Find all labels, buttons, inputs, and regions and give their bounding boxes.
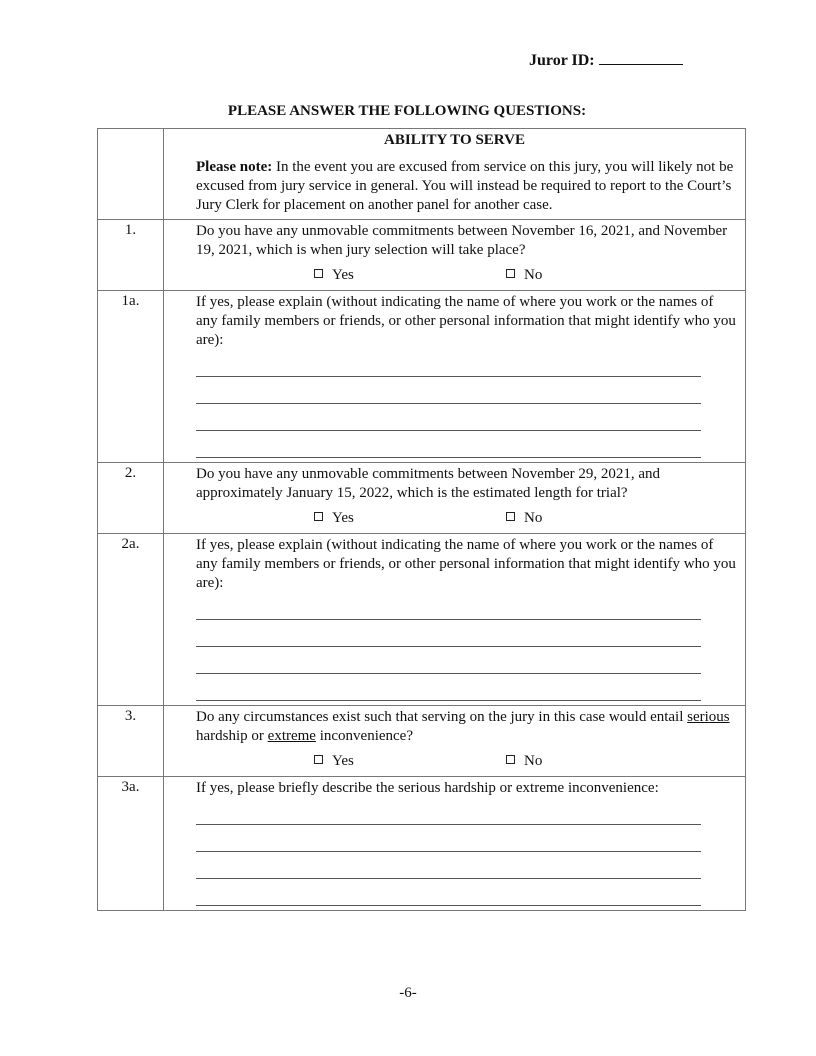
question-number: 3. <box>98 706 164 777</box>
question-row-1a <box>98 291 746 463</box>
checkbox-icon <box>506 755 515 764</box>
answer-line[interactable] <box>196 879 701 906</box>
checkbox-icon <box>314 269 323 278</box>
answer-lines <box>196 804 737 906</box>
answer-lines <box>196 356 737 458</box>
answer-line[interactable] <box>196 356 701 377</box>
question-row-3 <box>98 706 746 777</box>
no-checkbox[interactable]: No <box>506 509 542 528</box>
answer-line[interactable] <box>196 852 701 879</box>
checkbox-icon <box>506 269 515 278</box>
checkbox-icon <box>314 512 323 521</box>
juror-id-blank[interactable] <box>599 50 683 65</box>
question-number: 1. <box>98 220 164 291</box>
checkbox-icon <box>314 755 323 764</box>
section-title: ABILITY TO SERVE <box>384 132 525 148</box>
answer-line[interactable] <box>196 804 701 825</box>
questionnaire-table <box>97 128 746 911</box>
answer-line[interactable] <box>196 377 701 404</box>
question-text: Do you have any unmovable commitments between November 16, 2021, and November 19, 2021, which is when jury selection will take place? <box>196 223 728 258</box>
section-header-row <box>98 129 746 220</box>
answer-line[interactable] <box>196 599 701 620</box>
question-row-1 <box>98 220 746 291</box>
no-checkbox[interactable]: No <box>506 752 542 771</box>
question-text: Do you have any unmovable commitments between November 29, 2021, and approximately January 15, 2022, which is the estimated length for trial? <box>196 466 661 501</box>
question-row-3a <box>98 777 746 911</box>
answer-line[interactable] <box>196 674 701 701</box>
yes-checkbox[interactable]: Yes <box>314 509 354 528</box>
juror-id-field <box>529 50 683 70</box>
question-row-2 <box>98 463 746 534</box>
question-text: If yes, please explain (without indicating the name of where you work or the names of any family members or friends, or other personal information that might identify who you are): <box>196 537 736 591</box>
yes-checkbox[interactable]: Yes <box>314 266 354 285</box>
question-row-2a <box>98 534 746 706</box>
question-number: 2. <box>98 463 164 534</box>
answer-line[interactable] <box>196 825 701 852</box>
section-note <box>196 158 737 215</box>
question-number: 1a. <box>98 291 164 463</box>
answer-lines <box>196 599 737 701</box>
checkbox-icon <box>506 512 515 521</box>
question-number: 2a. <box>98 534 164 706</box>
answer-line[interactable] <box>196 431 701 458</box>
answer-line[interactable] <box>196 620 701 647</box>
yes-checkbox[interactable]: Yes <box>314 752 354 771</box>
question-text: Do any circumstances exist such that serving on the jury in this case would entail serious hardship or extreme inconvenience? <box>196 709 730 744</box>
section-number-cell <box>98 129 164 220</box>
form-heading: PLEASE ANSWER THE FOLLOWING QUESTIONS: <box>227 103 587 119</box>
answer-line[interactable] <box>196 647 701 674</box>
question-text: If yes, please briefly describe the serious hardship or extreme inconvenience: <box>196 780 659 796</box>
juror-id-label: Juror ID: <box>529 52 595 69</box>
note-label: Please note: <box>196 159 273 175</box>
question-text: If yes, please explain (without indicating the name of where you work or the names of any family members or friends, or other personal information that might identify who you are): <box>196 294 736 348</box>
note-text: In the event you are excused from service on this jury, you will likely not be excused from jury service in general. You will instead be required to report to the Court’s Jury Clerk for placement on another panel for another case. <box>196 159 734 213</box>
no-checkbox[interactable]: No <box>506 266 542 285</box>
page-number: -6- <box>399 985 417 1001</box>
answer-line[interactable] <box>196 404 701 431</box>
question-number: 3a. <box>98 777 164 911</box>
